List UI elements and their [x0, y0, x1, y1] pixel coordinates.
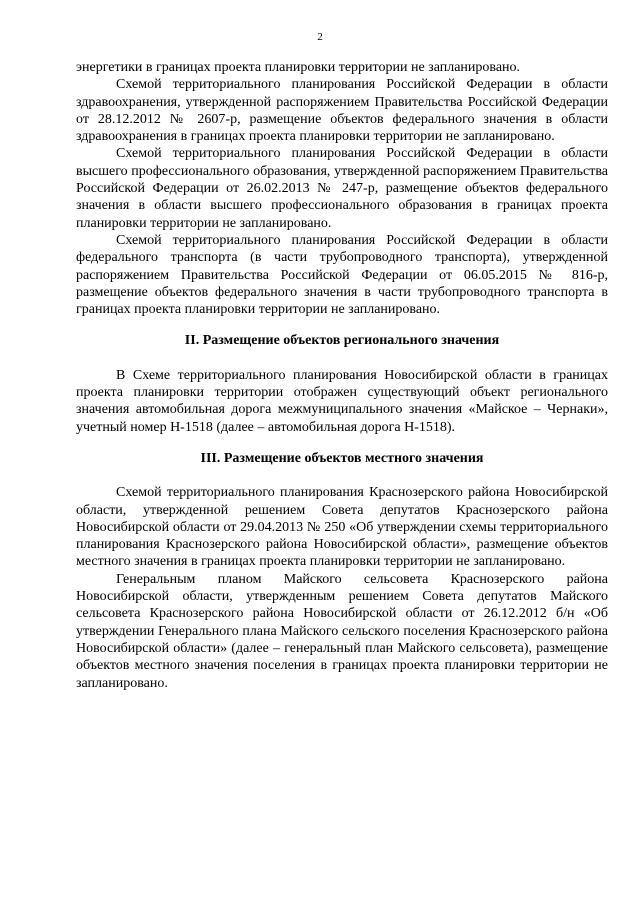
paragraph-pipeline-transport: Схемой территориального планирования Российской Федерации в области федерального транспорта (в части трубопроводного транспорта), утвержденной распоряжением Правительства Российской Федерации от 06.05.2015 № 816-р, размещение объектов федерального значения в части трубопроводного транспорта в границах проекта планировки территории не запланировано.	[76, 232, 608, 318]
page-number: 2	[317, 31, 323, 43]
paragraph-higher-education: Схемой территориального планирования Российской Федерации в области высшего профессионального образования, утвержденной распоряжением Правительства Российской Федерации от 26.02.2013 № 247-р, размещение объектов федерального значения в области высшего профессионального образования в границах проекта планировки территории не запланировано.	[76, 146, 608, 231]
paragraph-continuation: энергетики в границах проекта планировки территории не запланировано.	[76, 60, 521, 75]
paragraph-healthcare: Схемой территориального планирования Российской Федерации в области здравоохранения, утвержденной распоряжением Правительства Российской Федерации от 28.12.2012 № 2607-р, размещение объектов федерального значения в области здравоохранения в границах проекта планировки территории не запланировано.	[76, 77, 608, 145]
paragraph-general-plan: Генеральным планом Майского сельсовета Краснозерского района Новосибирской области, утвержденным решением Совета депутатов Майского сельсовета Краснозерского района Новосибирской области от 26.12.2012 б/н «Об утверждении Генерального плана Майского сельского поселения Краснозерского района Новосибирской области» (далее – генеральный план Майского сельсовета), размещение объектов местного значения поселения в границах проекта планировки территории не запланировано.	[76, 571, 608, 691]
paragraph-regional-road: В Схеме территориального планирования Новосибирской области в границах проекта планировки территории отображен существующий объект регионального значения автомобильная дорога межмуниципального значения «Майское – Чернаки», учетный номер Н-1518 (далее – автомобильная дорога Н-1518).	[76, 367, 608, 435]
section-heading-local: III. Размещение объектов местного значения	[200, 450, 484, 466]
document-body	[76, 59, 608, 692]
section-heading-regional: II. Размещение объектов регионального значения	[184, 333, 500, 349]
paragraph-district-scheme: Схемой территориального планирования Краснозерского района Новосибирской области, утвержденной решением Совета депутатов Краснозерского района Новосибирской области от 29.04.2013 № 250 «Об утверждении схемы территориального планирования Краснозерского района Новосибирской области», размещение объектов местного значения в границах проекта планировки территории не запланировано.	[76, 485, 608, 570]
